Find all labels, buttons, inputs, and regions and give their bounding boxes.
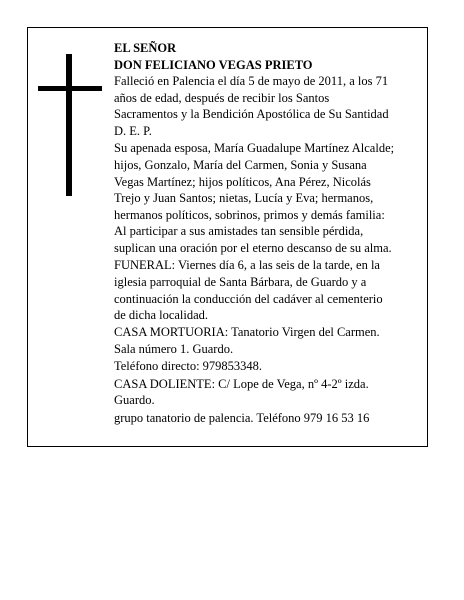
text-line: iglesia parroquial de Santa Bárbara, de Guardo y a xyxy=(114,274,367,289)
deceased-name: DON FELICIANO VEGAS PRIETO xyxy=(114,57,313,72)
text-line: continuación la conducción del cadáver al cementerio xyxy=(114,291,383,306)
text-line: grupo tanatorio de palencia. Teléfono 979 16 53 16 xyxy=(114,410,370,425)
text-line: Falleció en Palencia el día 5 de mayo de 2011, a los 71 xyxy=(114,74,389,89)
text-line: hermanos políticos, sobrinos, primos y demás familia: xyxy=(114,207,385,222)
cross-horizontal-bar xyxy=(38,86,102,91)
family-paragraph xyxy=(114,140,426,256)
phone-paragraph xyxy=(114,358,426,375)
text-line: Sacramentos y la Bendición Apostólica de Su Santidad xyxy=(114,107,389,122)
text-line: años de edad, después de recibir los Santos xyxy=(114,90,330,105)
text-line: hijos, Gonzalo, María del Carmen, Sonia y Susana xyxy=(114,157,367,172)
header-title: EL SEÑOR xyxy=(114,41,177,55)
funeral-paragraph xyxy=(114,257,426,323)
obituary-text xyxy=(114,40,426,427)
text-line: Sala número 1. Guardo. xyxy=(114,342,234,357)
text-line: Su apenada esposa, María Guadalupe Martínez Alcalde; xyxy=(114,141,395,156)
text-line: Vegas Martínez; hijos políticos, Ana Pérez, Nicolás xyxy=(114,174,371,189)
text-line: CASA MORTUORIA: Tanatorio Virgen del Carmen. xyxy=(114,325,380,340)
text-line: Al participar a sus amistades tan sensible pérdida, xyxy=(114,224,364,239)
text-line: Guardo. xyxy=(114,393,155,408)
cross-vertical-bar xyxy=(66,54,72,196)
text-line: Trejo y Juan Santos; nietas, Lucía y Eva; hermanos, xyxy=(114,191,374,206)
text-line: D. E. P. xyxy=(114,123,152,138)
text-line: CASA DOLIENTE: C/ Lope de Vega, nº 4-2º izda. xyxy=(114,376,369,391)
mortuary-paragraph xyxy=(114,324,426,357)
funeral-home-paragraph xyxy=(114,410,426,427)
death-announcement xyxy=(114,73,426,139)
text-line: de dicha localidad. xyxy=(114,308,209,323)
text-line: suplican una oración por el eterno descanso de su alma. xyxy=(114,240,392,255)
text-line: Teléfono directo: 979853348. xyxy=(114,359,263,374)
cross-icon xyxy=(38,54,102,196)
text-line: FUNERAL: Viernes día 6, a las seis de la tarde, en la xyxy=(114,258,380,273)
mourning-house-paragraph xyxy=(114,376,426,409)
